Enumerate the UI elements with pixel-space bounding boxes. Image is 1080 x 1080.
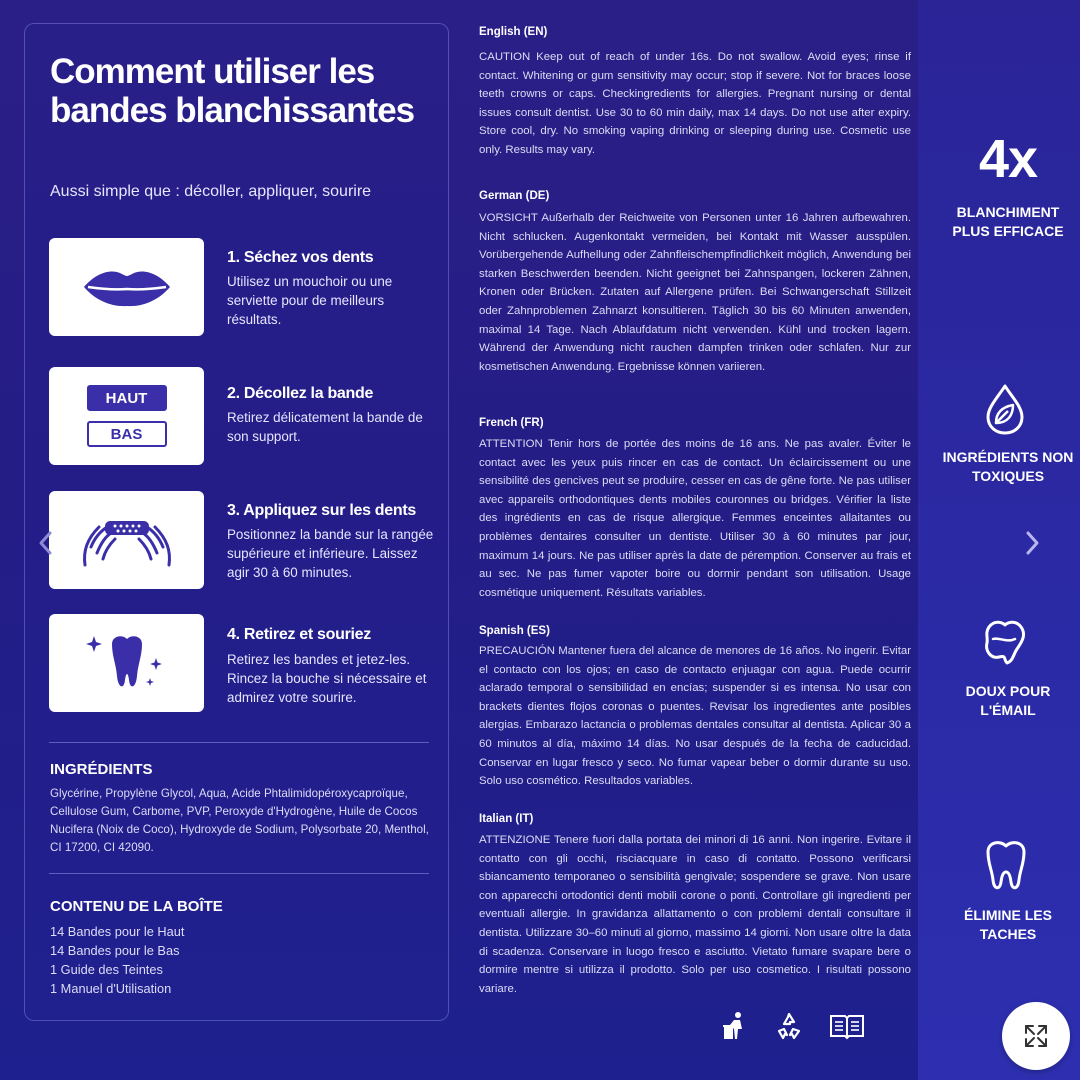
tooth-outline-icon xyxy=(988,843,1024,888)
step-2-text: Retirez délicatement la bande de son support. xyxy=(227,410,423,444)
recycle-icon xyxy=(774,1011,804,1041)
box-contents-heading: CONTENU DE LA BOÎTE xyxy=(50,898,223,915)
ingredients-text: Glycérine, Propylène Glycol, Aqua, Acide Phtalimidopéroxycaproïque, Cellulose Gum, Carbome, PVP, Peroxyde d'Hydrogène, Huile de Cocos Nucifera (Noix de Coco), Hydroxyde de Sodium, Polysorbate 20, Menthol, CI 17200, CI 42090. xyxy=(50,787,429,854)
chevron-left-icon[interactable] xyxy=(36,529,56,557)
step-1-title: 1. Séchez vos dents xyxy=(227,249,374,266)
lang-heading-fr: French (FR) xyxy=(479,417,544,429)
divider xyxy=(49,873,429,874)
chevron-right-icon[interactable] xyxy=(1022,529,1042,557)
feature-label-non-toxic: INGRÉDIENTS NON TOXIQUES xyxy=(942,449,1074,484)
haut-label: HAUT xyxy=(87,385,167,411)
lang-heading-es: Spanish (ES) xyxy=(479,625,550,637)
feature-4x-value: 4x xyxy=(978,129,1038,189)
feature-label-whitening: BLANCHIMENT PLUS EFFICACE xyxy=(952,204,1064,239)
feature-label-stains: ÉLIMINE LES TACHES xyxy=(964,907,1052,942)
lang-text-fr: ATTENTION Tenir hors de portée des moins de 16 ans. Ne pas avaler. Éviter le contact avec les yeux puis rincer en cas de contact. Un éclaircissement ou une sensibilité des gencives peut se produire, cesser en cas de gêne forte. Ne pas utiliser avec appareils orthodontiques dents mobiles couronnes ou bridges. Vérifier la liste des ingrédients en cas de risque allergique. Femmes enceintes allaitantes ou problèmes dentaires consulter un dentiste. Utiliser 30 à 60 minutes par jour, maximum 14 jours. Ne pas utiliser après la date de péremption. Conserver au frais et au sec. Ne pas fumer vapoter boire ou dormir pendant son utilisation. Usage cosmétique uniquement. Résultats variables. xyxy=(479,438,911,599)
step-4-icon-box xyxy=(49,614,204,712)
list-item: 14 Bandes pour le Haut xyxy=(50,924,185,939)
lang-text-es: PRECAUCIÓN Mantener fuera del alcance de menores de 16 años. No ingerir. Evitar el contacto con los ojos; en caso de contacto enjuagar con agua. Puede ocurrir aclarado temporal o sensibilidad en encías; suspender si es intensa. No usar con brackets dientes flojos coronas o puentes. Revisar los ingredientes ante posibles alergias. Embarazo lactancia o problemas dentales consultar al dentista. Aplicar 30 a 60 minutos al día, máximo 14 días. No usar después de la fecha de caducidad. Conservar en lugar fresco y seco. No fumar vapear beber o dormir durante su uso. Solo uso cosmético. Resultados variables. xyxy=(479,645,911,788)
step-4-text: Retirez les bandes et jetez-les. Rincez la bouche si nécessaire et admirez votre sourire. xyxy=(227,652,427,705)
lang-heading-en: English (EN) xyxy=(479,26,548,38)
sparkle-tooth-icon xyxy=(82,630,172,696)
lang-text-it: ATTENZIONE Tenere fuori dalla portata dei minori di 16 anni. Non ingerire. Evitare il contatto con gli occhi, risciacquare in caso di contatto. Possono verificarsi sbiancamento temporaneo o sensibilità gengivale; sospendere se grave. Non usare con apparecchi ortodontici denti mobili corone o ponti. Controllare gli ingredienti per eventuali allergie. In gravidanza allattamento o con problemi dentali consultare il dentista. Utilizzare 30–60 minuti al giorno, massimo 14 giorni. Non usare oltre la data di scadenza. Conservare in luogo fresco e asciutto. Vietato fumare svapare bere o dormire mentre si utilizza il prodotto. Solo per uso cosmetico. I risultati possono variare. xyxy=(479,834,911,995)
manual-book-icon xyxy=(829,1012,865,1040)
lang-heading-it: Italian (IT) xyxy=(479,813,534,825)
step-2-icon-box xyxy=(49,367,204,465)
step-2-title: 2. Décollez la bande xyxy=(227,385,374,402)
hands-strip-icon xyxy=(77,507,177,573)
step-3-text: Positionnez la bande sur la rangée supérieure et inférieure. Laissez agir 30 à 60 minutes. xyxy=(227,527,434,580)
step-1-icon-box xyxy=(49,238,204,336)
page-title: Comment utiliser les bandes blanchissantes xyxy=(50,52,415,130)
lips-icon xyxy=(82,267,172,307)
step-1-text: Utilisez un mouchoir ou une serviette pour de meilleurs résultats. xyxy=(227,274,393,327)
lang-heading-de: German (DE) xyxy=(479,190,550,202)
page-subtitle: Aussi simple que : décoller, appliquer, sourire xyxy=(50,183,372,200)
step-3-icon-box xyxy=(49,491,204,589)
step-4-title: 4. Retirez et souriez xyxy=(227,626,371,643)
ingredients-heading: INGRÉDIENTS xyxy=(50,761,153,778)
drop-leaf-icon xyxy=(980,383,1030,435)
divider xyxy=(49,742,429,743)
step-3-title: 3. Appliquez sur les dents xyxy=(227,502,416,519)
feature-label-enamel: DOUX POUR L'ÉMAIL xyxy=(965,683,1051,718)
lang-text-de: VORSICHT Außerhalb der Reichweite von Personen unter 16 Jahren aufbewahren. Nicht schlucken. Augenkontakt vermeiden, bei Kontakt mit Wasser ausspülen. Vorübergehende Aufhellung oder Zahnfleischempfindlichkeit möglich, Anwendung bei starken Beschwerden beenden. Nicht geeignet bei Zahnspangen, lockeren Zähnen, Kronen oder Brücken. Zutaten auf Allergene prüfen. Bei Schwangerschaft Stillzeit oder Zahnproblemen Zahnarzt konsultieren. Täglich 30 bis 60 Minuten anwenden, maximal 14 Tage. Nach Ablaufdatum nicht verwenden. Kühl und trocken lagern. Während der Anwendung nicht rauchen dampfen trinken oder schlafen. Nur zur kosmetischen Anwendung. Ergebnisse können variieren. xyxy=(479,212,911,373)
list-item: 1 Manuel d'Utilisation xyxy=(50,981,172,996)
trash-bin-icon xyxy=(720,1011,748,1041)
expand-button[interactable] xyxy=(1002,1002,1070,1070)
expand-icon xyxy=(1023,1023,1049,1049)
box-contents-list xyxy=(50,922,350,998)
list-item: 1 Guide des Teintes xyxy=(50,962,163,977)
disposal-icons xyxy=(720,1010,865,1042)
lang-text-en: CAUTION Keep out of reach of under 16s. Do not swallow. Avoid eyes; rinse if contact. Whitening or gum sensitivity may occur; stop if severe. Not for braces loose teeth crowns or caps. Checkingredients for allergies. Pregnant nursing or dental issues consult dentist. Use 30 to 60 min daily, max 14 days. Do not use after expiry. Store cool, dry. No smoking vaping drinking or sleeping during use. Cosmetic use only. Results may vary. xyxy=(479,51,911,156)
bas-label: BAS xyxy=(87,421,167,447)
enamel-tooth-icon xyxy=(987,622,1024,663)
list-item: 14 Bandes pour le Bas xyxy=(50,943,180,958)
